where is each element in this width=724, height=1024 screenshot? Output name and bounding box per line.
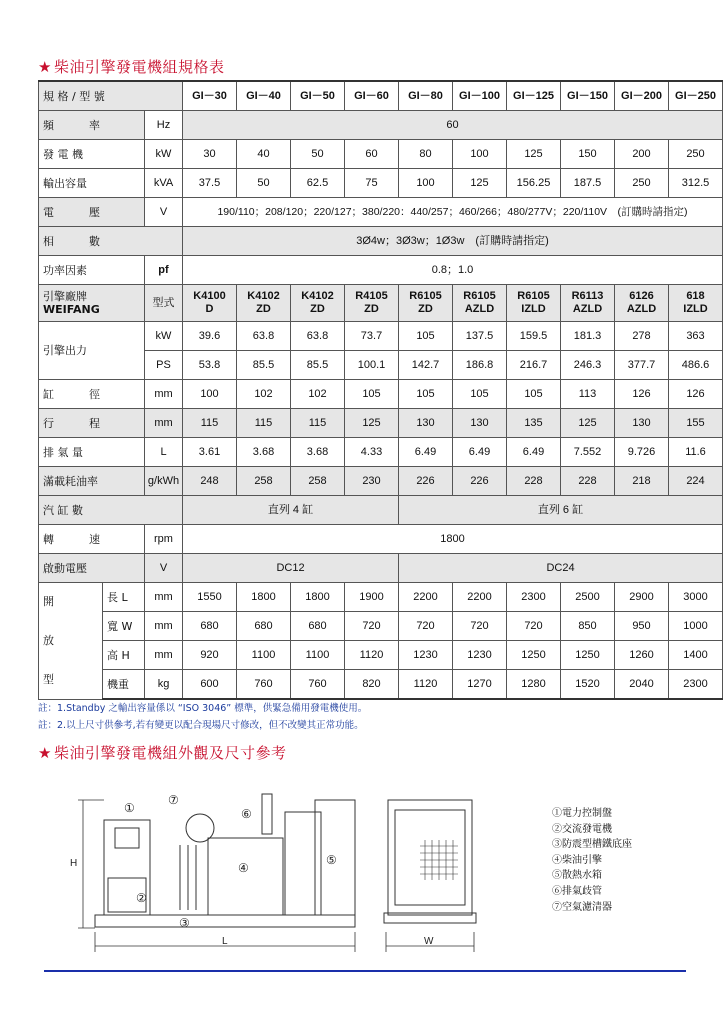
legend-item: ③防震型槽鐵底座 [552,839,632,851]
engine-model-line: R6105 [409,290,442,302]
value-cell: 39.6 [183,322,237,351]
engine-brand-label: 引擎廠牌 [43,290,87,303]
value-cell: 105 [399,380,453,409]
value-cell: 137.5 [453,322,507,351]
row-label: 高 H [103,641,145,670]
value-cell: 0.8；1.0 [183,256,723,285]
legend-item: ⑥排氣歧管 [552,885,602,897]
unit-cell: kVA [145,169,183,198]
value-cell: 3.68 [237,438,291,467]
value-cell: 直列 4 缸 [183,496,399,525]
value-cell: 1100 [291,641,345,670]
value-cell: 37.5 [183,169,237,198]
open-type-char: 放 [43,634,54,648]
value-cell: 2040 [615,670,669,700]
dim-w-label: W [424,936,434,947]
value-cell: 2300 [669,670,723,700]
value-cell: 278 [615,322,669,351]
model-header-cell: GI－125 [507,81,561,111]
value-cell: 1250 [561,641,615,670]
value-cell: 125 [561,409,615,438]
value-cell: 126 [615,380,669,409]
value-cell: 1520 [561,670,615,700]
engine-brand-name: WEIFANG [43,303,100,316]
value-cell: 85.5 [291,351,345,380]
value-cell: 100.1 [345,351,399,380]
value-cell: 720 [345,612,399,641]
value-cell: 258 [291,467,345,496]
value-cell: 135 [507,409,561,438]
value-cell: 190/110；208/120；220/127；380/220：440/257；460/266；480/277V；220/110V (訂購時請指定) [183,198,723,227]
value-cell: 1800 [237,583,291,612]
value-cell: 920 [183,641,237,670]
value-cell: 130 [453,409,507,438]
value-cell: 73.7 [345,322,399,351]
unit-cell: PS [145,351,183,380]
engine-model-line: 6126 [629,290,654,302]
value-cell: 760 [237,670,291,700]
legend-item: ②交流發電機 [552,823,612,835]
spec-title-text: 柴油引擎發電機組規格表 [53,58,225,76]
dim-l-label: L [222,936,228,947]
value-cell: 62.5 [291,169,345,198]
engine-model-line: R6105 [463,290,496,302]
open-type-char: 開 [43,595,54,609]
model-header-cell: GI－50 [291,81,345,111]
value-cell: 130 [399,409,453,438]
value-cell: 115 [291,409,345,438]
footer-line [44,970,686,972]
value-cell: 2900 [615,583,669,612]
row-label: 相 數 [39,227,183,256]
value-cell: 7.552 [561,438,615,467]
callout-1: ① [124,801,135,815]
row-label: 缸 徑 [39,380,145,409]
row-label: 行 程 [39,409,145,438]
model-header-cell: GI－150 [561,81,615,111]
value-cell: 155 [669,409,723,438]
value-cell: 50 [237,169,291,198]
open-type-char: 型 [43,673,54,687]
value-cell: 3.68 [291,438,345,467]
value-cell: 377.7 [615,351,669,380]
row-label: 滿載耗油率 [39,467,145,496]
value-cell: 142.7 [399,351,453,380]
value-cell: 85.5 [237,351,291,380]
unit-cell: g/kWh [145,467,183,496]
engine-model-line: AZLD [572,303,603,315]
value-cell: 1230 [399,641,453,670]
value-cell: 100 [453,140,507,169]
engine-model-line: ZD [418,303,433,315]
value-cell: 102 [291,380,345,409]
engine-model-line: AZLD [464,303,495,315]
value-cell: 125 [507,140,561,169]
row-label: 發 電 機 [39,140,145,169]
row-label: 汽 缸 數 [39,496,183,525]
value-cell: 63.8 [291,322,345,351]
value-cell: 1230 [453,641,507,670]
header-label-cell: 規 格 / 型 號 [39,81,183,111]
model-header-cell: GI－100 [453,81,507,111]
value-cell: 75 [345,169,399,198]
value-cell: 760 [291,670,345,700]
row-label: 功率因素 [39,256,145,285]
value-cell: 直列 6 缸 [399,496,723,525]
unit-cell: kW [145,322,183,351]
value-cell: 1270 [453,670,507,700]
value-cell: 2500 [561,583,615,612]
value-cell: 181.3 [561,322,615,351]
unit-cell: mm [145,612,183,641]
star-icon: ★ [38,58,52,76]
unit-cell: L [145,438,183,467]
value-cell: 1280 [507,670,561,700]
value-cell: 486.6 [669,351,723,380]
value-cell: 63.8 [237,322,291,351]
engine-model-line: K4102 [247,290,280,302]
callout-5: ⑤ [326,853,337,867]
value-cell: DC12 [183,554,399,583]
value-cell: 224 [669,467,723,496]
value-cell: 30 [183,140,237,169]
unit-cell: kW [145,140,183,169]
value-cell: 4.33 [345,438,399,467]
unit-cell: Hz [145,111,183,140]
unit-cell: mm [145,409,183,438]
value-cell: 250 [669,140,723,169]
value-cell: 50 [291,140,345,169]
engine-model-line: K4100 [193,290,226,302]
value-cell: 100 [399,169,453,198]
value-cell: 1400 [669,641,723,670]
drawing-title-text: 柴油引擎發電機組外觀及尺寸參考 [53,744,287,762]
value-cell: 40 [237,140,291,169]
value-cell: 200 [615,140,669,169]
callout-2: ② [136,891,147,905]
value-cell: 105 [453,380,507,409]
value-cell: 820 [345,670,399,700]
row-label: 引擎出力 [39,322,145,380]
model-header-cell: GI－30 [183,81,237,111]
value-cell: 3Ø4w；3Ø3w；1Ø3w (訂購時請指定) [183,227,723,256]
callout-6: ⑥ [241,807,252,821]
model-header-cell: GI－250 [669,81,723,111]
value-cell: 1260 [615,641,669,670]
legend-item: ①電力控制盤 [552,808,612,819]
value-cell: 1100 [237,641,291,670]
value-cell: 312.5 [669,169,723,198]
value-cell: 720 [453,612,507,641]
legend-item: ④柴油引擎 [552,854,602,866]
engine-model-line: ZD [256,303,271,315]
value-cell: 2200 [453,583,507,612]
unit-cell: mm [145,380,183,409]
row-label: 排 氣 量 [39,438,145,467]
legend-item: ⑤散熱水箱 [552,870,602,882]
engine-model-line: R6105 [517,290,550,302]
value-cell: 1800 [183,525,723,554]
unit-cell: V [145,198,183,227]
value-cell: 1550 [183,583,237,612]
unit-cell: mm [145,583,183,612]
dim-h-label: H [70,858,78,869]
value-cell: 258 [237,467,291,496]
row-label: 機重 [103,670,145,700]
value-cell: 720 [507,612,561,641]
value-cell: 105 [345,380,399,409]
value-cell: 3.61 [183,438,237,467]
value-cell: 2200 [399,583,453,612]
model-header-cell: GI－80 [399,81,453,111]
value-cell: 53.8 [183,351,237,380]
legend-item: ⑦空氣濾清器 [552,901,612,913]
value-cell: 156.25 [507,169,561,198]
row-label: 啟動電壓 [39,554,145,583]
value-cell: 126 [669,380,723,409]
value-cell: 228 [561,467,615,496]
callout-3: ③ [179,916,190,930]
engine-model-line: R6113 [571,290,604,302]
star-icon: ★ [38,744,52,762]
callout-7: ⑦ [168,793,179,807]
value-cell: 113 [561,380,615,409]
value-cell: 102 [237,380,291,409]
row-label: 輸出容量 [39,169,145,198]
row-label: 頻 率 [39,111,145,140]
value-cell: 9.726 [615,438,669,467]
value-cell: 680 [291,612,345,641]
unit-cell: pf [145,256,183,285]
engine-model-line: R4105 [355,290,388,302]
unit-cell: kg [145,670,183,700]
model-header-cell: GI－40 [237,81,291,111]
value-cell: 6.49 [507,438,561,467]
row-label: 長 L [103,583,145,612]
value-cell: 1250 [507,641,561,670]
value-cell: 1120 [345,641,399,670]
unit-cell: mm [145,641,183,670]
callout-4: ④ [238,861,249,875]
value-cell: 680 [237,612,291,641]
engine-model-line: D [205,303,214,315]
value-cell: 60 [183,111,723,140]
engine-model-line: AZLD [626,303,657,315]
value-cell: 100 [183,380,237,409]
value-cell: 6.49 [399,438,453,467]
value-cell: 600 [183,670,237,700]
note-2: 註：2.以上尺寸供參考,若有變更以配合現場尺寸修改，但不改變其正常功能。 [38,720,364,731]
model-header-cell: GI－60 [345,81,399,111]
value-cell: 115 [237,409,291,438]
value-cell: 228 [507,467,561,496]
value-cell: 60 [345,140,399,169]
unit-cell: 型式 [145,285,183,322]
value-cell: 80 [399,140,453,169]
value-cell: 216.7 [507,351,561,380]
value-cell: 2300 [507,583,561,612]
value-cell: 950 [615,612,669,641]
engine-model-line: IZLD [521,303,546,315]
value-cell: DC24 [399,554,723,583]
value-cell: 125 [345,409,399,438]
value-cell: 1800 [291,583,345,612]
value-cell: 1120 [399,670,453,700]
row-label: 寬 W [103,612,145,641]
value-cell: 246.3 [561,351,615,380]
engine-model-line: ZD [364,303,379,315]
engine-model-line: ZD [310,303,325,315]
model-header-cell: GI－200 [615,81,669,111]
value-cell: 186.8 [453,351,507,380]
base-frame [95,915,355,927]
value-cell: 218 [615,467,669,496]
value-cell: 226 [453,467,507,496]
value-cell: 250 [615,169,669,198]
value-cell: 150 [561,140,615,169]
engine-model-line: 618 [686,290,705,302]
parts-legend [552,806,632,915]
value-cell: 226 [399,467,453,496]
value-cell: 105 [507,380,561,409]
row-label: 電 壓 [39,198,145,227]
value-cell: 11.6 [669,438,723,467]
note-1: 註：1.Standby 之輸出容量係以 “ISO 3046” 標準，供緊急備用發電機使用。 [38,703,368,714]
unit-cell: V [145,554,183,583]
row-label: 轉 速 [39,525,145,554]
value-cell: 130 [615,409,669,438]
value-cell: 115 [183,409,237,438]
value-cell: 850 [561,612,615,641]
value-cell: 3000 [669,583,723,612]
value-cell: 6.49 [453,438,507,467]
value-cell: 1900 [345,583,399,612]
value-cell: 363 [669,322,723,351]
value-cell: 125 [453,169,507,198]
value-cell: 680 [183,612,237,641]
value-cell: 105 [399,322,453,351]
unit-cell: rpm [145,525,183,554]
engine-model-line: K4102 [301,290,334,302]
engine-model-line: IZLD [683,303,708,315]
value-cell: 1000 [669,612,723,641]
value-cell: 159.5 [507,322,561,351]
value-cell: 248 [183,467,237,496]
value-cell: 720 [399,612,453,641]
value-cell: 187.5 [561,169,615,198]
value-cell: 230 [345,467,399,496]
